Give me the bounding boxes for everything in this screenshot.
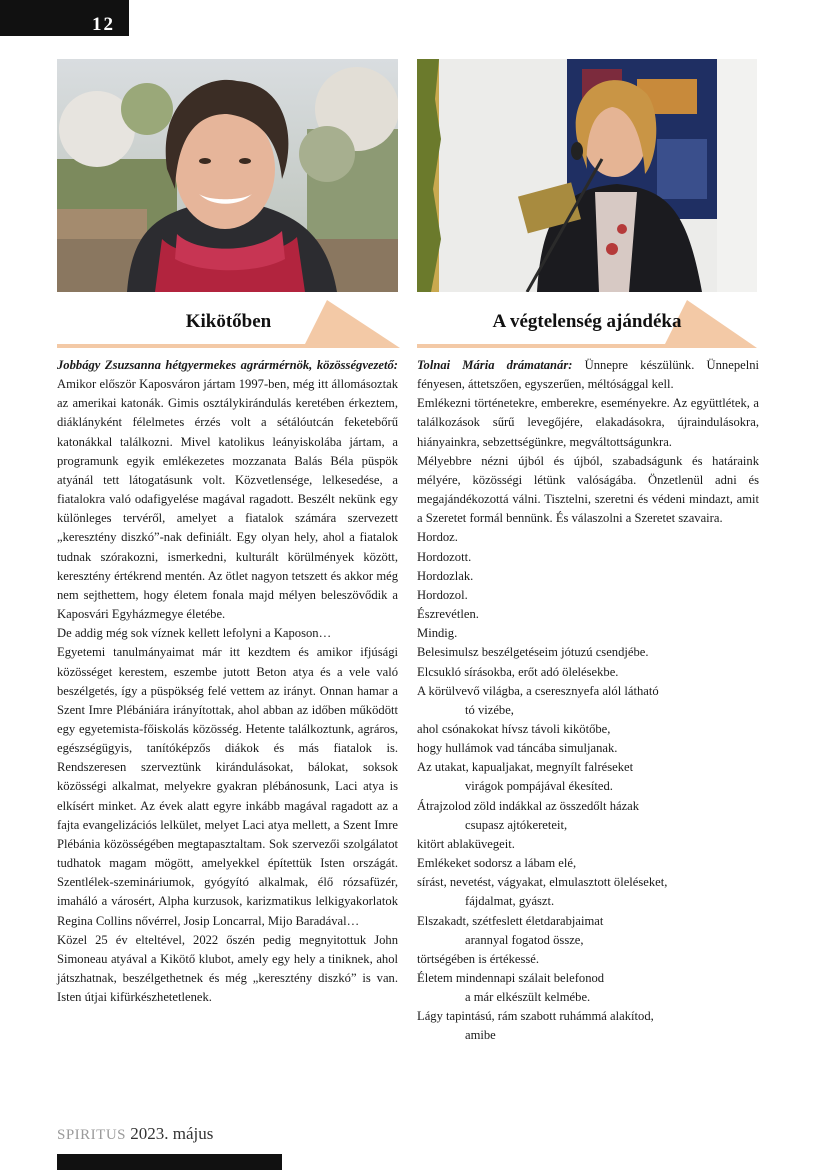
poem-line: Mindig.: [417, 626, 458, 641]
paragraph: [417, 356, 759, 394]
poem-line: amibe: [465, 1028, 496, 1043]
poem-line: Elszakadt, szétfeslett életdarabjaimat: [417, 913, 604, 928]
article-title-banner-left: [57, 300, 400, 348]
poem-line: ahol csónakokat hívsz távoli kikötőbe,: [417, 721, 611, 736]
article-title-left: Kikötőben: [185, 311, 272, 332]
issue-date: 2023. május: [130, 1124, 214, 1143]
paragraph: Emlékezni történetekre, emberekre, eseményekre. Az együttlétek, a találkozások sűrű levegőjére, elakadásokra, újraindulásokra, hiányainkra, sebzettségünkre, megváltottságunkra.: [417, 396, 759, 449]
magazine-name: SPIRITUS: [57, 1127, 127, 1143]
article-body-left: [57, 356, 398, 1007]
poem-line: fájdalmat, gyászt.: [465, 894, 555, 909]
poem-line: Emlékeket sodorsz a lábam elé,: [417, 856, 577, 871]
poem-line: a már elkészült kelmébe.: [465, 990, 591, 1005]
poem-line: Hordozlak.: [417, 568, 474, 583]
paragraph-text: Ünnepre készülünk. Ünnepelni fényesen, áttetszően, egyszerűen, méltósággal kell.: [417, 358, 759, 392]
article-body-right: [417, 356, 759, 1046]
poem-line: Átrajzolod zöld indákkal az összedőlt házak: [417, 798, 640, 813]
poem-line: Hordozol.: [417, 587, 468, 602]
poem: [417, 528, 759, 1045]
poem-line: Az utakat, kapualjakat, megnyílt falréseket: [417, 760, 634, 775]
poem-line: kitört ablaküvegeit.: [417, 836, 515, 851]
poem-line: Életem mindennapi szálait belefonod: [417, 971, 605, 985]
poem-line: hogy hullámok vad táncába simuljanak.: [417, 741, 618, 756]
footer: [57, 1124, 213, 1144]
poem-line: Észrevétlen.: [417, 607, 479, 622]
paragraph: Közel 25 év elteltével, 2022 őszén pedig megnyitottuk John Simoneau atyával a Kikötő klubot, amely egy hely a tiniknek, ahol játszhatnak, beszélgethetnek és még „keresztény diszkó” is van. Isten útjai kifürkészhetetlenek.: [57, 932, 398, 1005]
article-lead-left: Jobbágy Zsuzsanna hétgyermekes agrármérnök, közösségvezető:: [57, 358, 398, 372]
paragraph: [57, 356, 398, 624]
poem-line: sírást, nevetést, vágyakat, elmulasztott öleléseket,: [417, 875, 668, 890]
article-lead-right: Tolnai Mária drámatanár:: [417, 358, 573, 372]
footer-bar: [57, 1154, 282, 1170]
page-number: 12: [92, 14, 115, 35]
poem-line: A körülvevő világba, a cseresznyefa alól látható: [417, 683, 659, 698]
paragraph: Egyetemi tanulmányaimat már itt kezdtem és amikor ifjúsági közösséget kerestem, eszembe jutott Beton atya és a vele való beszélgetés, így a püspökség felé vettem az irányt. Onnan hamar a Szent Imre Plébániára irányítottak, ahol abban az időben működött egy egyetemista-főiskolás közösség. Hetente találkoztunk, agráros, egészségügyis, tanítóképzős diákok és más fiatalok is. Rendszeresen szerveztünk kirándulásokat, bálokat, soksok közösségi alkalmat, melyekre gyakran plébánosunk, Laci atya is elkísért minket. Az évek alatt egyre inkább magával ragadott az a fajta evangelizációs lelkület, melyet Laci atya mellett, a Szent Imre Plébánia közösségében megtapasztaltam. Sok szervezői szolgálatot tudhatok magam mögött, amelyekkel építettük Isten országát. Szentlélek-szemináriumok, gyógyító alkalmak, élő rózsafüzér, imaháló a városért, Alpha kurzusok, karizmatikus lelkigyakorlatok Regina Collins nővérrel, Josip Loncarral, Mijo Baradával…: [57, 645, 398, 928]
poem-line: Hordoz.: [417, 530, 458, 545]
speaker-photo-icon: [417, 59, 757, 292]
portrait-photo-icon: [57, 59, 398, 292]
paragraph: De addig még sok víznek kellett lefolyni a Kaposon…: [57, 626, 332, 641]
article-title-banner-right: [417, 300, 757, 348]
poem-line: törtségében is értékessé.: [417, 951, 540, 966]
poem-line: Hordozott.: [417, 549, 472, 564]
poem-line: tó vizébe,: [465, 702, 514, 717]
poem-line: arannyal fogatod össze,: [465, 932, 584, 947]
poem-line: virágok pompájával ékesíted.: [465, 779, 613, 794]
paragraph: Mélyebbre nézni újból és újból, szabadságunk és határaink mélyére, közösségi létünk valóságába. Önzetlenül adni és megajándékozottá válni. Tisztelni, szeretni és védeni mindazt, amit a Szeretet formál bennünk. És válaszolni a Szeretet szavaira.: [417, 453, 759, 526]
poem-line: Belesimulsz beszélgetéseim jótuzú csendjébe.: [417, 645, 649, 660]
poem-line: Elcsukló sírásokba, erőt adó ölelésekbe.: [417, 664, 619, 679]
poem-line: Lágy tapintású, rám szabott ruhámmá alakítod,: [417, 1009, 654, 1024]
paragraph-text: Amikor először Kaposváron jártam 1997-ben, még itt állomásoztak az amerikai katonák. Gimis osztálykirándulás keretében érkeztem, diáklányként félelmetes érzés volt a sétálóutcán feketebőrű katonákkal találkozni. Mivel katolikus leányiskolába jártam, a programunk egyik emlékezetes mozzanata Balás Béla püspök atyánál tett látogatásunk volt. Közvetlensége, lelkesedése, a fiatalokra való odafigyelése magával ragadott. Beszélt nekünk egy különleges tervéről, amelyet a fiatalok számára szervezett „keresztény diszkó”-nak definiált. Egy olyan hely, ahol a fiatalok tudnak szórakozni, ismerkedni, kulturált körülmények között, keresztény értékrend mentén. Az ötlet nagyon tetszett és akkor még nem sejthettem, hogy életem fonala majd mélyen beleszövődik a Kaposvári Egyházmegye életébe.: [57, 377, 398, 622]
poem-line: csupasz ajtókereteit,: [465, 817, 568, 832]
article-title-right: A végtelenség ajándéka: [492, 311, 682, 332]
